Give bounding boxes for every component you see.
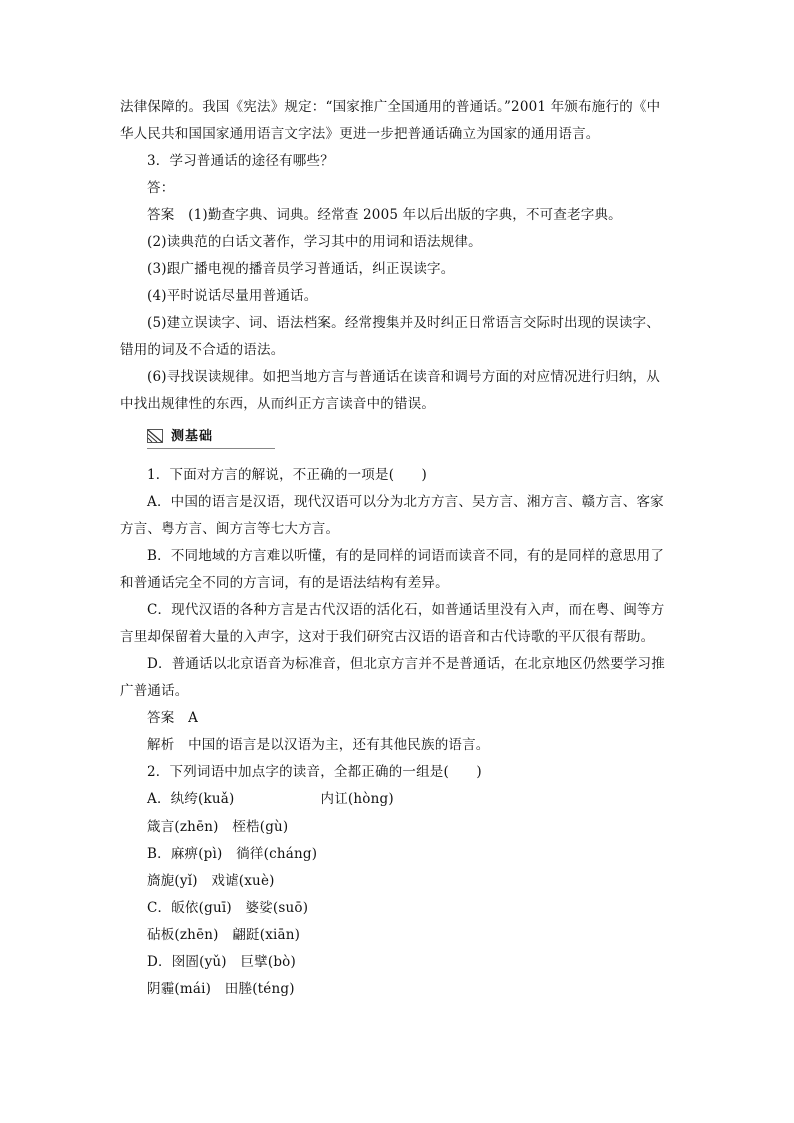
paragraph-line: 华人民共和国国家通用语言文字法》更进一步把普通话确立为国家的通用语言。 <box>120 126 600 142</box>
option-line: 阴霾(mái) 田塍(téng) <box>147 981 295 997</box>
paragraph-line: 法律保障的。我国《宪法》规定：“国家推广全国通用的普通话。”2001 年颁布施行的《中 <box>120 99 661 115</box>
answer-value: A <box>188 710 199 726</box>
analysis-line <box>147 735 490 755</box>
option-line: 广普通话。 <box>120 683 189 699</box>
option-line: D．囹圄(yǔ) 巨擘(bò) <box>147 954 296 970</box>
answer-prompt: 答： <box>147 180 175 196</box>
section-diagonal-icon <box>147 429 163 443</box>
question-2-stem: 2．下列词语中加点字的读音，全都正确的一组是( ) <box>147 764 482 780</box>
option-line: C．现代汉语的各种方言是古代汉语的活化石，如普通话里没有入声，而在粤、闽等方 <box>147 602 665 618</box>
option-line: B．不同地域的方言难以听懂，有的是同样的词语而读音不同，有的是同样的意思用了 <box>147 548 665 564</box>
section-title: 测基础 <box>171 429 214 444</box>
option-line: C．皈依(guī) 婆娑(suō) <box>147 900 309 916</box>
analysis-label: 解析 <box>147 737 175 753</box>
answer-line <box>147 205 622 225</box>
analysis-text: 中国的语言是以汉语为主，还有其他民族的语言。 <box>188 737 490 753</box>
option-line: 方言、粤方言、闽方言等七大方言。 <box>120 521 340 537</box>
section-header <box>147 426 275 449</box>
option-line: 和普通话完全不同的方言词，有的是语法结构有差异。 <box>120 575 449 591</box>
answer-item: (4)平时说话尽量用普通话。 <box>147 288 318 304</box>
option-item: 内讧(hòng) <box>320 791 394 807</box>
question-1-stem: 1．下面对方言的解说，不正确的一项是( ) <box>147 467 428 483</box>
option-line: A．中国的语言是汉语，现代汉语可以分为北方方言、吴方言、湘方言、赣方言、客家 <box>147 494 664 510</box>
option-item: A．纨绔(kuǎ) <box>147 791 235 807</box>
answer-item: (2)读典范的白话文著作，学习其中的用词和语法规律。 <box>147 234 482 250</box>
answer-item: (1)勤查字典、词典。经常查 2005 年以后出版的字典，不可查老字典。 <box>188 207 622 223</box>
answer-item: (3)跟广播电视的播音员学习普通话，纠正误读字。 <box>147 261 455 277</box>
question-3-title: 3．学习普通话的途径有哪些？ <box>147 153 334 169</box>
answer-line <box>147 708 198 728</box>
answer-item: (6)寻找误读规律。如把当地方言与普通话在读音和调号方面的对应情况进行归纳，从 <box>147 369 660 385</box>
option-line: 箴言(zhēn) 桎梏(gù) <box>147 819 289 835</box>
answer-item: (5)建立误读字、词、语法档案。经常搜集并及时纠正日常语言交际时出现的误读字、 <box>147 315 660 331</box>
option-line: 砧板(zhēn) 翩跹(xiān) <box>147 927 301 943</box>
option-line <box>147 789 394 809</box>
option-line: B．麻痹(pì) 徜徉(cháng) <box>147 846 318 862</box>
option-line: D．普通话以北京语音为标准音，但北京方言并不是普通话，在北京地区仍然要学习推 <box>147 656 665 672</box>
option-line: 言里却保留着大量的入声字，这对于我们研究古汉语的语音和古代诗歌的平仄很有帮助。 <box>120 629 655 645</box>
answer-label: 答案 <box>147 207 175 223</box>
option-line: 旖旎(yǐ) 戏谑(xuè) <box>147 873 275 889</box>
answer-label: 答案 <box>147 710 175 726</box>
answer-item: 中找出规律性的东西，从而纠正方言读音中的错误。 <box>120 396 436 412</box>
answer-item: 错用的词及不合适的语法。 <box>120 342 285 358</box>
